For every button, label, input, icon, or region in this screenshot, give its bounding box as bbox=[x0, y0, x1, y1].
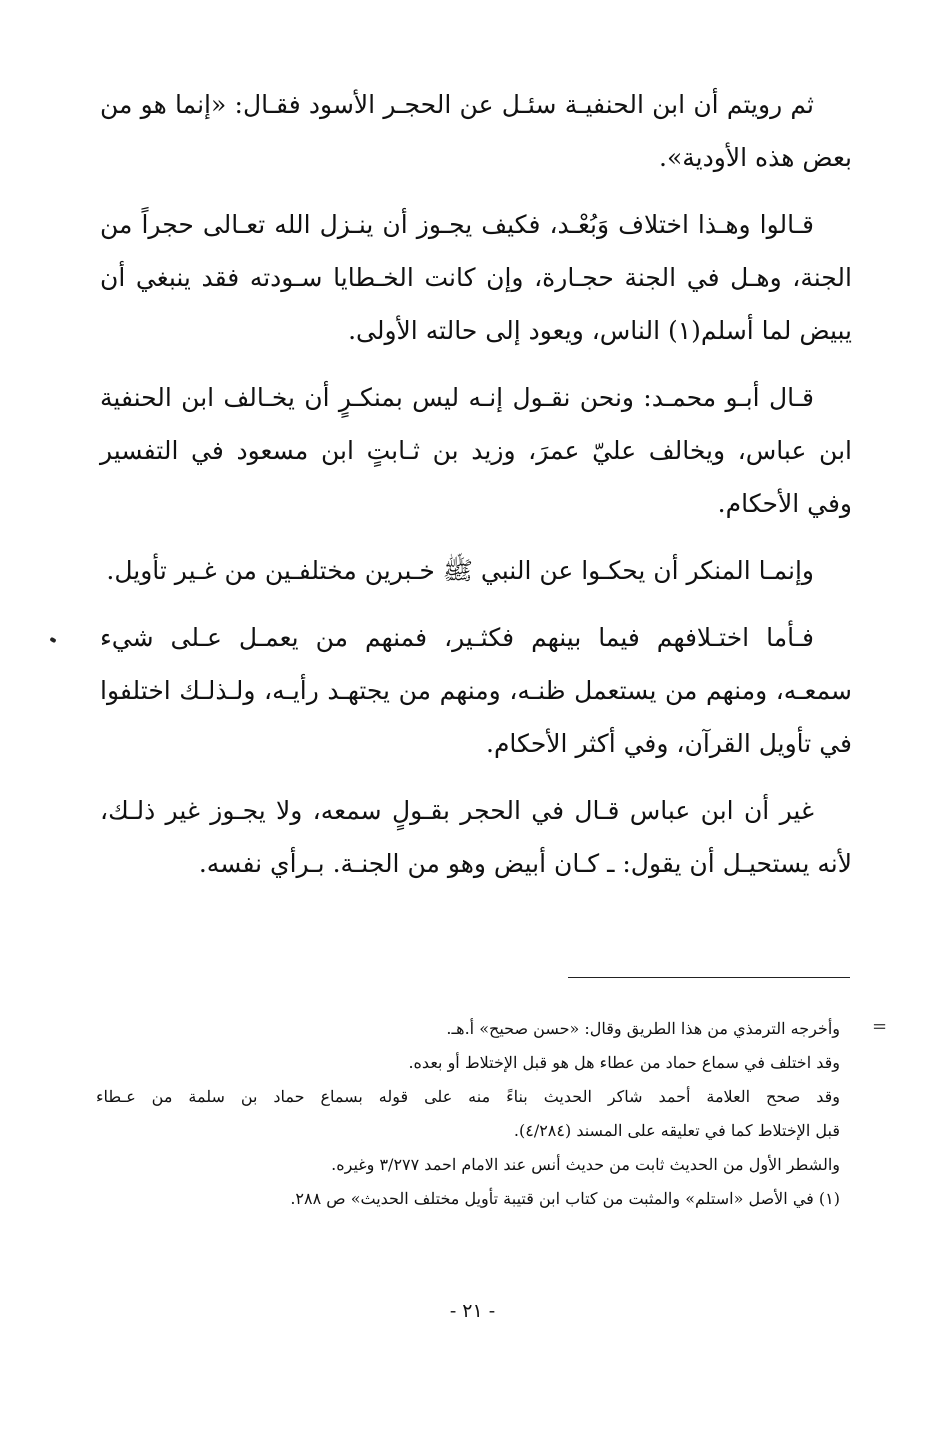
scan-speck bbox=[49, 637, 56, 643]
footnote-line: والشطر الأول من الحديث ثابت من حديث أنس عند الامام احمد ٣/٢٧٧ وغيره. bbox=[331, 1155, 840, 1174]
paragraph: غير أن ابن عباس قـال في الحجر بقـولٍ سمعه، ولا يجـوز غير ذلـك، لأنه يستحيـل أن يقول: ـ كـان أبيض وهو من الجنـة. بـرأي نفسه. bbox=[100, 796, 852, 878]
paragraph: قـالوا وهـذا اختلاف وَبُعْـد، فكيف يجـوز أن ينـزل الله تعـالى حجراً من الجنة، وهـل في الجنة حجـارة، وإن كانت الخـطايا سـودته فقد ينبغي أن يبيض لما أسلم(١) الناس، ويعود إلى حالته الأولى. bbox=[100, 210, 852, 345]
margin-mark: = bbox=[872, 1016, 888, 1037]
paragraph: قـال أبـو محمـد: ونحن نقـول إنـه ليس بمنكـرٍ أن يخـالف ابن الحنفية ابن عباس، ويخالف عليّ عمرَ، وزيد بن ثـابتٍ ابن مسعود في التفسير وفي الأحكام. bbox=[100, 383, 852, 518]
footnote-line: وأخرجه الترمذي من هذا الطريق وقال: «حسن صحيح» أ.هـ. bbox=[446, 1019, 840, 1038]
footnotes bbox=[96, 1012, 840, 1216]
paragraph: وإنمـا المنكر أن يحكـوا عن النبي ﷺ خـبرين مختلفـين من غـير تأويل. bbox=[106, 556, 814, 585]
paragraph: ثم رويتم أن ابن الحنفيـة سئـل عن الحجـر الأسود فقـال: «إنما هو من بعض هذه الأودية». bbox=[100, 90, 852, 172]
footnote-line: وقد صحح العلامة أحمد شاكر الحديث بناءً منه على قوله بسماع حماد بن سلمة من عـطاء bbox=[96, 1087, 840, 1106]
footnote-separator bbox=[568, 977, 850, 978]
paragraph: فـأما اختـلافهم فيما بينهم فكثـير، فمنهم من يعمـل عـلى شيء سمعـه، ومنهم من يستعمل ظنـه، ومنهم من يجتهـد رأيـه، ولـذلـك اختلفوا في تأويل القرآن، وفي أكثر الأحكام. bbox=[100, 623, 852, 758]
footnote-line: وقد اختلف في سماع حماد من عطاء هل هو قبل الإختلاط أو بعده. bbox=[408, 1053, 840, 1072]
footnote-line: قبل الإختلاط كما في تعليقه على المسند (٤/٢٨٤). bbox=[513, 1121, 840, 1140]
footnote-line: (١) في الأصل «استلم» والمثبت من كتاب ابن قتيبة تأويل مختلف الحديث» ص ٢٨٨. bbox=[290, 1189, 840, 1208]
main-text bbox=[100, 78, 852, 904]
page-number: - ٢١ - bbox=[449, 1300, 496, 1322]
